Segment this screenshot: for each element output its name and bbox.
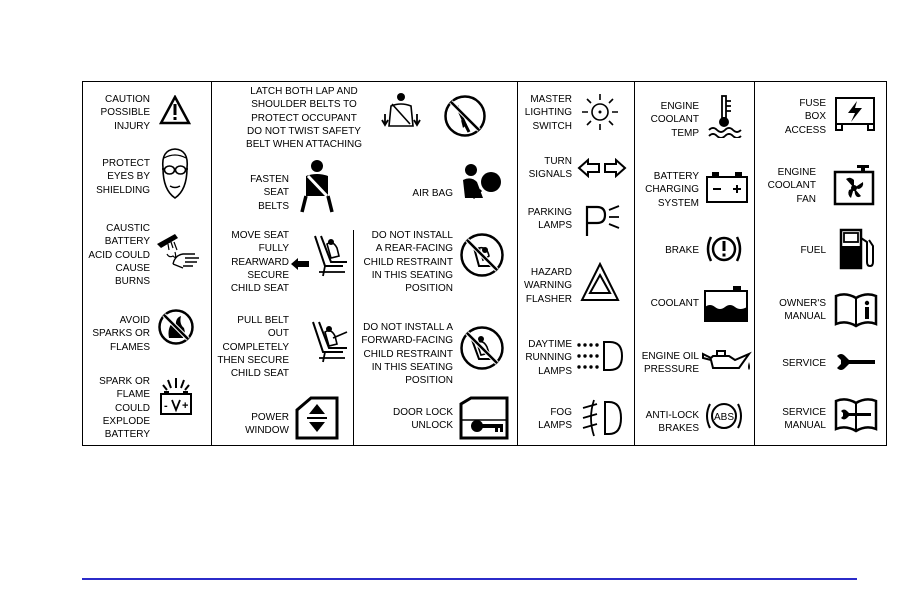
coolant-temp-label: ENGINE COOLANT TEMP (650, 101, 699, 139)
seatbelt-twist-icon (381, 90, 437, 136)
owners-manual-label: OWNER'S MANUAL (779, 298, 826, 323)
fog-lamps-label: FOG LAMPS (538, 407, 572, 432)
no-twist-belt-icon (443, 94, 487, 138)
left-arrow-icon (291, 258, 309, 270)
door-lock-label: DOOR LOCK UNLOCK (392, 407, 453, 432)
daytime-lamps-label: DAYTIME RUNNING LAMPS (525, 339, 572, 377)
airbag-icon (459, 162, 505, 204)
engine-fan-icon (831, 162, 877, 208)
master-lighting-label: MASTER LIGHTING SWITCH (524, 94, 572, 132)
divider (634, 82, 635, 445)
turn-signal-arrows-icon (577, 158, 627, 178)
svg-text:-: - (164, 400, 168, 412)
divider (353, 230, 354, 446)
latch-belts-label: LATCH BOTH LAP AND SHOULDER BELTS TO PROTECT OCCUPANT DO NOT TWIST SAFETY BELT WHEN ATTACHING (246, 86, 362, 151)
spark-explode-label: SPARK OR FLAME COULD EXPLODE BATTERY (99, 376, 150, 441)
coolant-fan-label: ENGINE COOLANT FAN (767, 167, 816, 205)
hazard-triangle-icon (580, 262, 620, 304)
seatbelt-icon (297, 158, 337, 214)
fuel-label: FUEL (800, 245, 826, 256)
fog-lamp-icon (579, 398, 623, 438)
coolant-label: COOLANT (650, 298, 699, 309)
turn-signals-label: TURN SIGNALS (528, 156, 572, 181)
rear-facing-label: DO NOT INSTALL A REAR-FACING CHILD RESTRAINT IN THIS SEATING POSITION (363, 230, 453, 295)
divider (517, 82, 518, 445)
fuel-pump-icon (839, 228, 875, 272)
child-seat-belt-icon (307, 318, 351, 364)
child-seat-rear-icon (309, 232, 351, 278)
parking-lamps-label: PARKING LAMPS (527, 207, 572, 232)
door-lock-icon (459, 396, 509, 440)
air-bag-label: AIR BAG (412, 188, 453, 199)
battery-icon (705, 170, 749, 204)
battery-charging-label: BATTERY CHARGING SYSTEM (645, 171, 699, 209)
footer-rule (82, 578, 857, 580)
service-manual-icon (833, 397, 879, 433)
svg-text:+: + (182, 400, 189, 412)
no-rear-facing-icon (459, 232, 505, 278)
power-window-icon (295, 396, 339, 440)
caution-label: CAUTION POSSIBLE INJURY (100, 94, 150, 132)
brake-label: BRAKE (665, 245, 699, 256)
abs-icon (704, 399, 744, 433)
no-forward-facing-icon (459, 325, 505, 371)
move-seat-label: MOVE SEAT FULLY REARWARD SECURE CHILD SEAT (230, 230, 289, 295)
acid-hand-icon (155, 230, 207, 272)
abs-text: ABS (713, 412, 735, 423)
symbol-chart (82, 81, 887, 446)
coolant-temp-icon (707, 94, 743, 138)
fasten-belts-label: FASTEN SEAT BELTS (250, 174, 289, 212)
no-flames-icon (157, 308, 195, 346)
oil-can-icon (699, 346, 753, 376)
power-window-label: POWER WINDOW (245, 412, 289, 437)
caution-icon (159, 95, 191, 125)
wrench-icon (835, 352, 877, 372)
avoid-sparks-label: AVOID SPARKS OR FLAMES (92, 315, 150, 353)
lighting-switch-icon (580, 92, 620, 132)
forward-facing-label: DO NOT INSTALL A FORWARD-FACING CHILD RESTRAINT IN THIS SEATING POSITION (361, 322, 453, 387)
fuse-box-icon (833, 96, 877, 132)
divider (211, 82, 212, 445)
brake-icon (705, 232, 743, 266)
hazard-label: HAZARD WARNING FLASHER (524, 267, 572, 305)
service-label: SERVICE (782, 358, 826, 369)
coolant-reservoir-icon (703, 285, 749, 323)
caustic-label: CAUSTIC BATTERY ACID COULD CAUSE BURNS (88, 223, 150, 288)
pull-belt-label: PULL BELT OUT COMPLETELY THEN SECURE CHILD SEAT (217, 315, 289, 380)
daytime-lamp-icon (576, 338, 624, 374)
abs-label: ANTI-LOCK BRAKES (645, 410, 699, 435)
battery-explosion-icon (155, 376, 197, 418)
parking-lamp-icon (583, 204, 621, 238)
divider (754, 82, 755, 445)
goggles-face-icon (157, 146, 193, 202)
fuse-box-label: FUSE BOX ACCESS (784, 98, 826, 136)
protect-eyes-label: PROTECT EYES BY SHIELDING (96, 158, 150, 196)
oil-pressure-label: ENGINE OIL PRESSURE (641, 351, 699, 376)
owners-manual-icon (833, 292, 879, 328)
service-manual-label: SERVICE MANUAL (782, 407, 826, 432)
